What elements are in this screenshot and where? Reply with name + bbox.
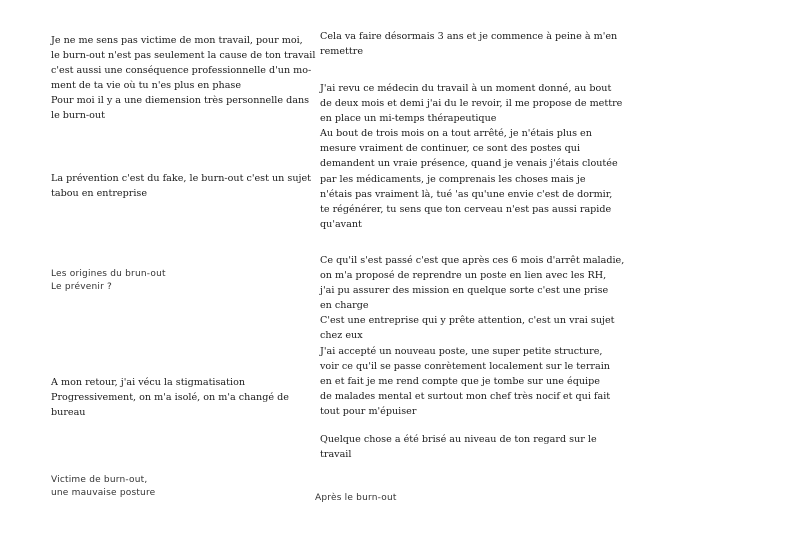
text-line: chez eux <box>320 330 363 342</box>
text-line: par les médicaments, je comprenais les choses mais je <box>320 173 586 185</box>
label-line: Après le burn-out <box>315 493 397 503</box>
left-paragraph-prevention <box>51 171 312 201</box>
text-line: en charge <box>320 300 369 312</box>
text-line: qu'avant <box>320 218 362 230</box>
text-line: de malades mental et surtout mon chef très nocif et qui fait <box>320 390 611 402</box>
text-line: Au bout de trois mois on a tout arrêté, je n'étais plus en <box>320 128 592 140</box>
text-line: J'ai accepté un nouveau poste, une super petite structure, <box>320 345 603 357</box>
text-line: Je ne me sens pas victime de mon travail, pour moi, <box>51 35 303 46</box>
label-line: Victime de burn-out, <box>51 475 148 485</box>
text-line: le burn-out <box>51 110 105 122</box>
text-line: Pour moi il y a une diemension très personnelle dans <box>51 95 310 107</box>
label-line: Le prévenir ? <box>51 282 113 292</box>
text-line: tabou en entreprise <box>51 188 147 200</box>
text-line: Quelque chose a été brisé au niveau de ton regard sur le <box>320 434 597 445</box>
text-line: J'ai revu ce médecin du travail à un moment donné, au bout <box>320 83 612 94</box>
right-paragraph-after-leave <box>320 253 625 419</box>
text-line: voir ce qu'il se passe conrètement localement sur le terrain <box>320 360 610 372</box>
text-line: en et fait je me rend compte que je tombe sur une équipe <box>320 375 600 387</box>
text-line: n'étais pas vraiment là, tué 'as qu'une envie c'est de dormir, <box>320 188 613 200</box>
text-line: demandent un vraie présence, quand je venais j'étais cloutée <box>320 158 618 170</box>
text-line: La prévention c'est du fake, le burn-out c'est un sujet <box>51 173 312 184</box>
text-line: Ce qu'il s'est passé c'est que après ces 6 mois d'arrêt maladie, <box>320 255 625 266</box>
text-line: bureau <box>51 407 86 419</box>
text-line: A mon retour, j'ai vécu la stigmatisation <box>51 377 246 388</box>
left-paragraph-return <box>51 375 301 420</box>
text-line: C'est une entreprise qui y prête attention, c'est un vrai sujet <box>320 315 615 327</box>
label-line: Les origines du brun-out <box>51 269 166 279</box>
section-label-origins <box>51 268 301 294</box>
right-paragraph-doctor <box>320 81 623 232</box>
right-paragraph-broken <box>320 432 610 462</box>
text-line: c'est aussi une conséquence professionnelle d'un mo- <box>51 65 312 77</box>
text-line: travail <box>320 449 352 461</box>
text-line: de deux mois et demi j'ai du le revoir, il me propose de mettre <box>320 98 623 110</box>
text-line: Cela va faire désormais 3 ans et je commence à peine à m'en <box>320 31 618 42</box>
text-line: mesure vraiment de continuer, ce sont des postes qui <box>320 143 581 155</box>
section-label-after-burnout <box>315 492 565 505</box>
text-line: en place un mi-temps thérapeutique <box>320 113 497 125</box>
text-line: ment de ta vie où tu n'es plus en phase <box>51 80 242 92</box>
text-line: le burn-out n'est pas seulement la cause de ton travail <box>51 50 316 62</box>
text-line: te régénérer, tu sens que ton cerveau n'est pas aussi rapide <box>320 203 612 215</box>
text-line: j'ai pu assurer des mission en quelque sorte c'est une prise <box>320 285 609 297</box>
left-paragraph-burnout-cause <box>51 33 316 124</box>
text-line: tout pour m'épuiser <box>320 405 417 417</box>
text-line: on m'a proposé de reprendre un poste en lien avec les RH, <box>320 270 607 282</box>
right-paragraph-three-years <box>320 29 618 59</box>
label-line: une mauvaise posture <box>51 488 156 498</box>
text-line: Progressivement, on m'a isolé, on m'a changé de <box>51 392 289 404</box>
text-line: remettre <box>320 46 364 58</box>
section-label-victim <box>51 474 301 500</box>
